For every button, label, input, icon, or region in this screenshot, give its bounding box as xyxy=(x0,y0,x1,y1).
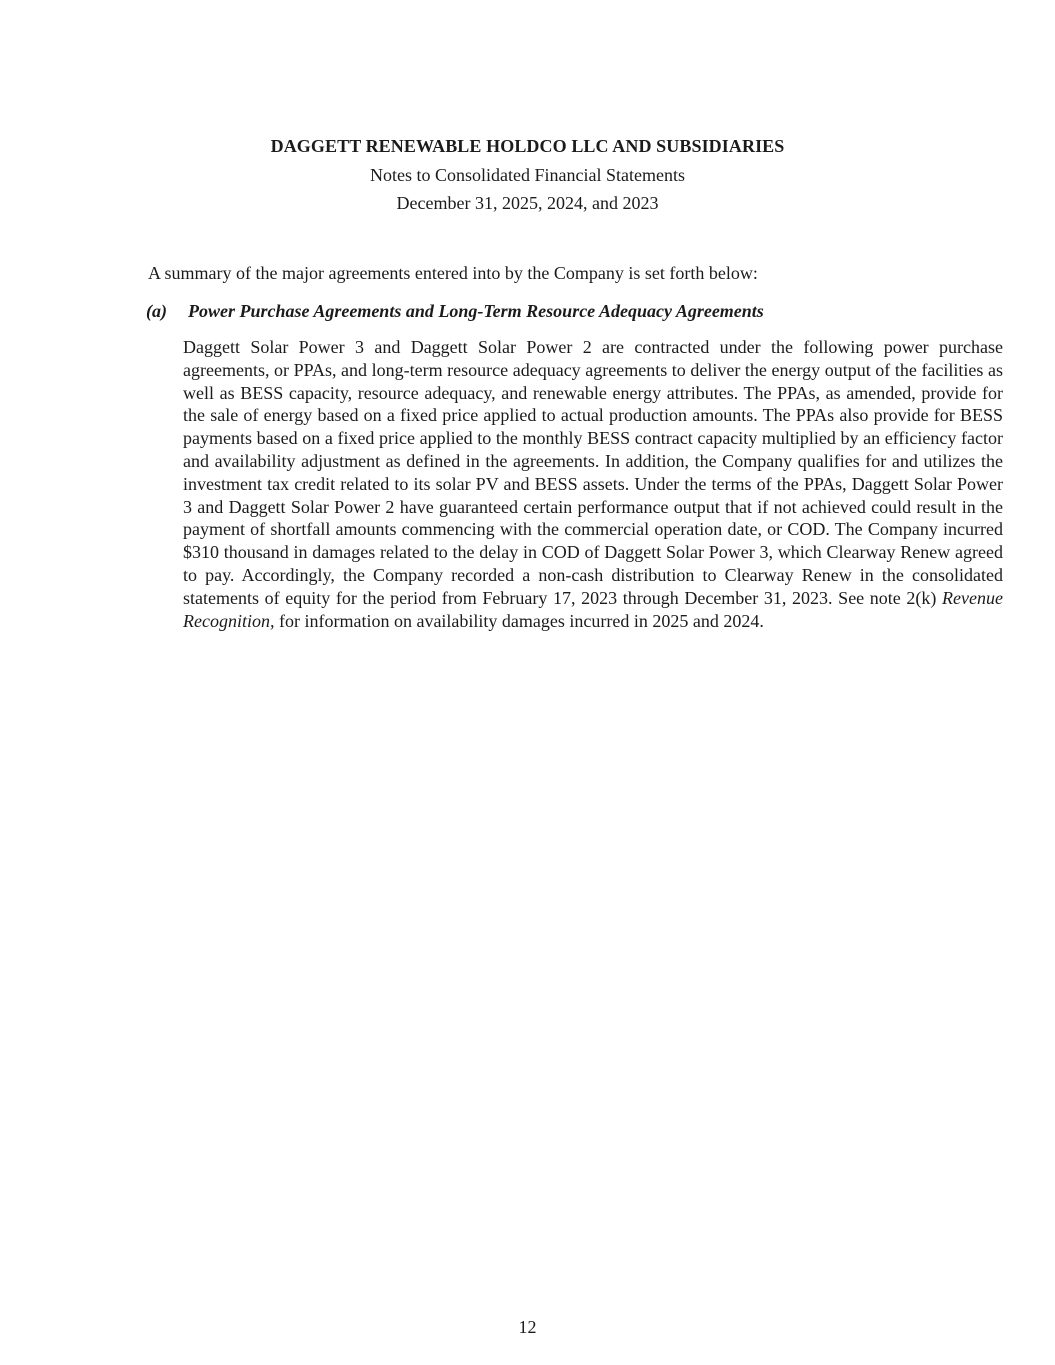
paragraph-text-after-reference: for information on availability damages incurred in 2025 and 2024. xyxy=(274,610,764,631)
document-header xyxy=(0,132,1055,218)
section-heading xyxy=(146,301,1003,322)
section-heading-text: Power Purchase Agreements and Long-Term Resource Adequacy Agreements xyxy=(188,301,764,321)
document-subtitle: Notes to Consolidated Financial Statements xyxy=(370,164,685,185)
intro-paragraph: A summary of the major agreements entered into by the Company is set forth below: xyxy=(148,263,758,283)
page-footer xyxy=(0,1317,1055,1338)
section-marker: (a) xyxy=(146,301,167,321)
document-title: DAGGETT RENEWABLE HOLDCO LLC AND SUBSIDIARIES xyxy=(270,136,785,156)
section-paragraph xyxy=(183,336,1003,632)
page-number: 12 xyxy=(518,1317,537,1337)
paragraph-italic-reference: Revenue Recognition, xyxy=(183,587,1003,631)
paragraph-text-before-reference: Daggett Solar Power 3 and Daggett Solar Power 2 are contracted under the following power purchase agreements, or PPAs, and long-term resource adequacy agreements to deliver the energy output of the facilities as well as BESS capacity, resource adequacy, and renewable energy attributes. The PPAs, as amended, provide for the sale of energy based on a fixed price applied to actual production amounts. The PPAs also provide for BESS payments based on a fixed price applied to the monthly BESS contract capacity multiplied by an efficiency factor and availability adjustment as defined in the agreements. In addition, the Company qualifies for and utilizes the investment tax credit related to its solar PV and BESS assets. Under the terms of the PPAs, Daggett Solar Power 3 and Daggett Solar Power 2 have guaranteed certain performance output that if not achieved could result in the payment of shortfall amounts commencing with the commercial operation date, or COD. The Company incurred $310 thousand in damages related to the delay in COD of Daggett Solar Power 3, which Clearway Renew agreed to pay. Accordingly, the Company recorded a non-cash distribution to Clearway Renew in the consolidated statements of equity for the period from February 17, 2023 through December 31, 2023. See note 2(k) xyxy=(183,337,1003,608)
document-date-line: December 31, 2025, 2024, and 2023 xyxy=(396,193,659,213)
